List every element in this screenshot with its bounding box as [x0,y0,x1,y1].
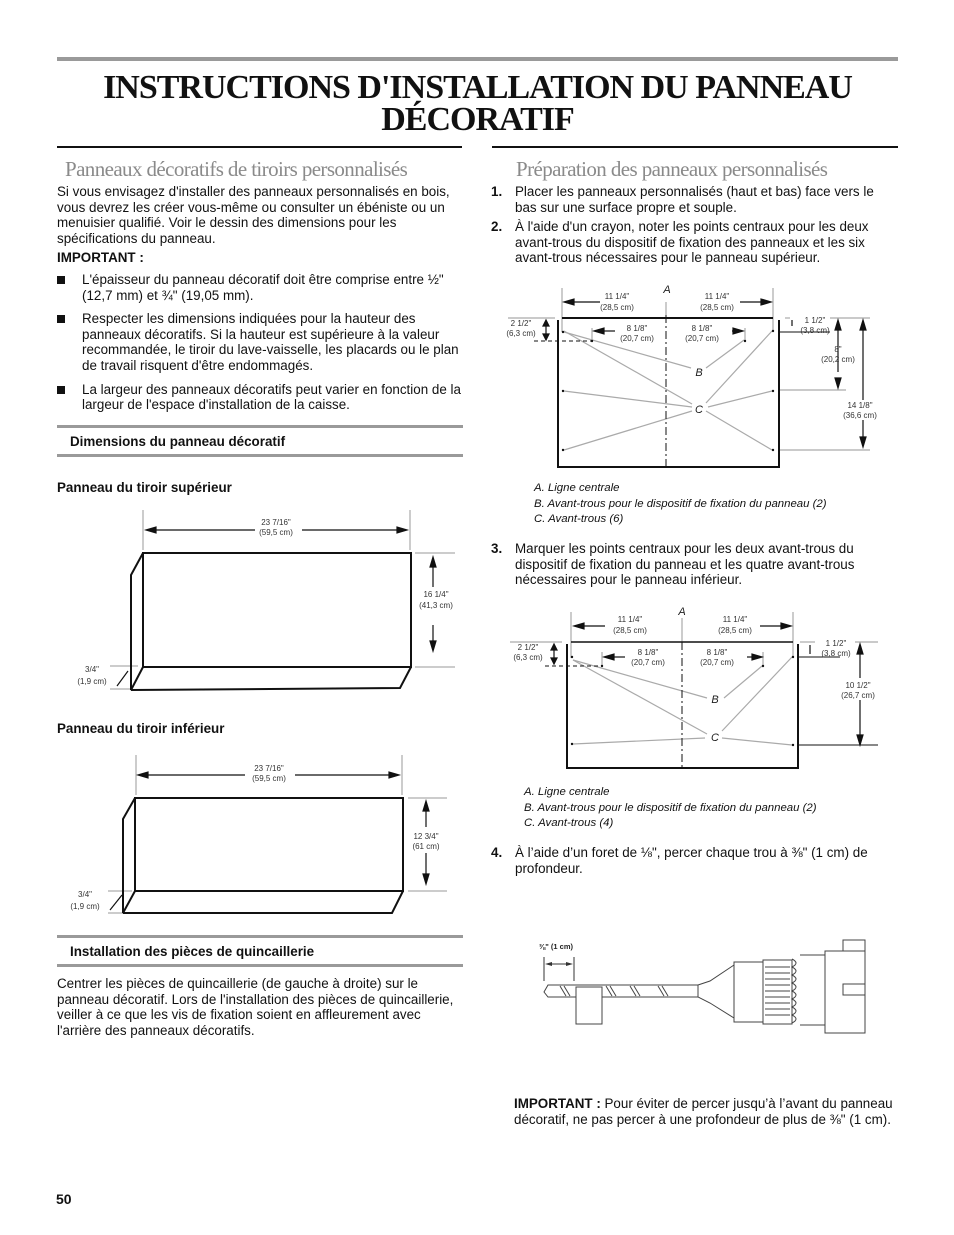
left-column-rule [57,146,462,148]
svg-text:(59,5 cm): (59,5 cm) [259,528,293,537]
step-item [491,219,899,266]
svg-text:B: B [695,367,703,379]
svg-text:11 1/4": 11 1/4" [704,292,730,301]
svg-text:8 1/8": 8 1/8" [706,648,728,657]
legend-upper [534,481,827,528]
svg-text:14 1/8": 14 1/8" [847,401,873,410]
svg-text:(6,3 cm): (6,3 cm) [506,329,536,338]
svg-text:3/4": 3/4" [78,890,92,899]
important-note [514,1096,894,1127]
svg-text:(61 cm): (61 cm) [412,842,440,851]
svg-text:8 1/8": 8 1/8" [691,324,713,333]
title-line-1: INSTRUCTIONS D'INSTALLATION DU PANNEAU [103,69,852,106]
svg-text:B: B [711,694,719,706]
step-3 [491,541,899,588]
legend-item: A. Ligne centrale [534,482,620,494]
bullet-item [57,382,465,413]
right-column-rule [492,146,898,148]
bullet-text: L'épaisseur du panneau décoratif doit être comprise entre ½" (12,7 mm) et ¾" (19,05 mm). [82,272,444,303]
step-number: 2. [491,219,503,235]
section-title: Installation des pièces de quincaillerie [70,944,315,959]
svg-text:1 1/2": 1 1/2" [804,316,826,325]
svg-text:(1,9 cm): (1,9 cm) [70,902,100,911]
legend-item: B. Avant-trous pour le dispositif de fixation du panneau (2) [534,497,827,510]
svg-text:3/4": 3/4" [85,665,99,674]
svg-text:(20,7 cm): (20,7 cm) [631,658,665,667]
page-number: 50 [56,1191,72,1207]
svg-text:(20,7 cm): (20,7 cm) [620,334,654,343]
section-bar-hardware [57,935,463,967]
svg-text:23 7/16": 23 7/16" [261,518,291,527]
steps-1-2 [491,184,899,266]
svg-text:⅜" (1 cm): ⅜" (1 cm) [539,942,573,951]
lower-drilling-diagram [500,600,900,780]
svg-text:(1,9 cm): (1,9 cm) [77,677,107,686]
top-rule [57,57,898,61]
svg-text:(26,7 cm): (26,7 cm) [841,691,875,700]
bullet-square-icon [57,386,65,394]
left-heading: Panneaux décoratifs de tiroirs personnalisés [65,157,408,181]
step-text: Placer les panneaux personnalisés (haut et bas) face vers le bas sur une surface propre et souple. [515,184,874,215]
page-title [57,69,898,138]
svg-text:11 1/4": 11 1/4" [722,615,748,624]
svg-text:11 1/4": 11 1/4" [604,292,630,301]
svg-text:2 1/2": 2 1/2" [517,643,539,652]
lower-panel-label: Panneau du tiroir inférieur [57,721,225,736]
section-title: Dimensions du panneau décoratif [70,434,286,449]
svg-text:1 1/2": 1 1/2" [825,639,847,648]
svg-text:(3,8 cm): (3,8 cm) [800,326,830,335]
svg-text:16 1/4": 16 1/4" [423,590,449,599]
step-number: 3. [491,541,503,556]
left-intro: Si vous envisagez d'installer des panneaux personnalisés en bois, vous devrez les créer vous-même ou consulter un ébéniste ou un menuisier qualifié. Voir le dessin des dimensions pour les spécifications du panneau. [57,184,450,246]
svg-text:A: A [678,606,686,618]
step-text: À l'aide d'un crayon, noter les points centraux pour les deux avant-trous du dispositif de fixation des panneaux et les six avant-trous nécessaires pour le panneau supérieur. [515,219,869,266]
legend-item: C. Avant-trous (6) [534,513,624,526]
important-bullets [57,272,465,421]
svg-text:(20,7 cm): (20,7 cm) [685,334,719,343]
svg-text:(28,5 cm): (28,5 cm) [613,626,647,635]
legend-item: C. Avant-trous (4) [524,817,614,830]
step-item [491,541,899,588]
step-item [491,184,899,215]
step-text: Marquer les points centraux pour les deux avant-trous du dispositif de fixation du panneau et les quatre avant-trous nécessaires pour le panneau inférieur. [515,541,855,588]
important-note-label: IMPORTANT : [514,1096,601,1111]
svg-text:8 1/8": 8 1/8" [637,648,659,657]
step-item [491,845,899,876]
svg-text:(20,7 cm): (20,7 cm) [700,658,734,667]
svg-text:23 7/16": 23 7/16" [254,764,284,773]
svg-text:(28,5 cm): (28,5 cm) [700,303,734,312]
section-bar-dimensions [57,425,463,457]
drill-illustration [530,935,870,1035]
step-number: 4. [491,845,503,860]
title-line-2: DÉCORATIF [381,101,574,138]
right-heading: Préparation des panneaux personnalisés [516,157,828,181]
svg-text:C: C [695,404,703,416]
svg-text:(41,3 cm): (41,3 cm) [419,601,453,610]
important-note-text: Pour éviter de percer jusqu’à l’avant du panneau décoratif, ne pas percer à une profondeur de plus de ⅜" (1 cm). [514,1096,893,1127]
svg-text:(3,8 cm): (3,8 cm) [821,649,851,658]
svg-text:(6,3 cm): (6,3 cm) [513,653,543,662]
lower-panel-diagram [50,745,470,920]
svg-text:2 1/2": 2 1/2" [510,319,532,328]
step-number: 1. [491,184,503,199]
svg-text:11 1/4": 11 1/4" [617,615,643,624]
svg-text:(59,5 cm): (59,5 cm) [252,774,286,783]
bullet-square-icon [57,276,65,284]
svg-text:10 1/2": 10 1/2" [845,681,871,690]
svg-text:8": 8" [834,345,842,354]
svg-text:12 3/4": 12 3/4" [413,832,439,841]
svg-text:(36,6 cm): (36,6 cm) [843,411,877,420]
bullet-text: La largeur des panneaux décoratifs peut varier en fonction de la largeur de l'espace d'installation de la caisse. [82,381,461,413]
important-label: IMPORTANT : [57,250,144,265]
step-text: À l’aide d’un foret de ⅛", percer chaque trou à ⅜" (1 cm) de profondeur. [515,845,868,876]
svg-text:A: A [663,284,671,296]
upper-panel-diagram [70,505,470,700]
svg-text:(20,2 cm): (20,2 cm) [821,355,855,364]
legend-item: A. Ligne centrale [524,786,610,798]
legend-lower [524,785,817,832]
legend-item: B. Avant-trous pour le dispositif de fixation du panneau (2) [524,801,817,814]
bullet-square-icon [57,315,65,323]
bullet-item [57,272,465,303]
hardware-text: Centrer les pièces de quincaillerie (de gauche à droite) sur le panneau décoratif. Lors de l'installation des pièces de quincaillerie, veiller à ce que les vis de fixation soient en affleurement avec l'arrière des panneaux décoratifs. [57,976,454,1038]
step-4 [491,845,899,876]
bullet-text: Respecter les dimensions indiquées pour la hauteur des panneaux décoratifs. Si la hauteur est supérieure à la valeur recommandée, le tiroir du lave-vaisselle, les placards ou le plan de travail risquent d'être endommagés. [82,311,459,373]
upper-drilling-diagram [500,280,900,470]
svg-text:C: C [711,732,719,744]
bullet-item [57,311,465,373]
svg-text:8 1/8": 8 1/8" [626,324,648,333]
upper-panel-label: Panneau du tiroir supérieur [57,480,232,495]
svg-text:(28,5 cm): (28,5 cm) [600,303,634,312]
svg-text:(28,5 cm): (28,5 cm) [718,626,752,635]
